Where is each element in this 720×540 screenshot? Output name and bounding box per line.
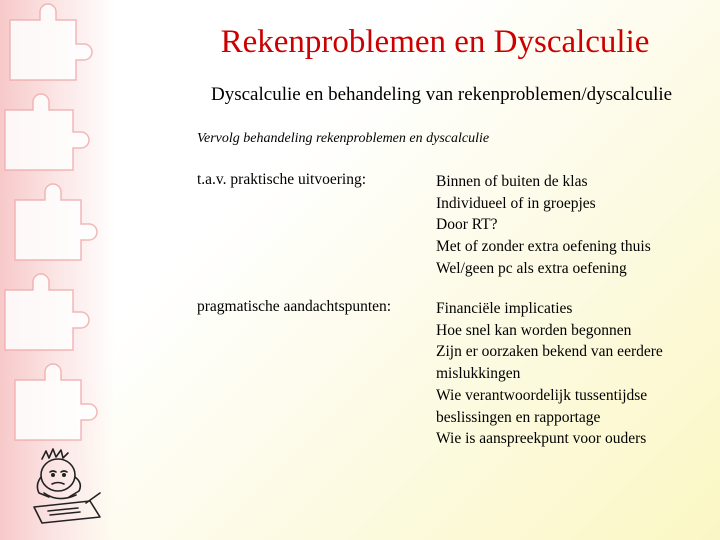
- row-label-practical: t.a.v. praktische uitvoering:: [197, 171, 367, 188]
- row-values-practical: [436, 171, 651, 280]
- row-values-pragmatic: [436, 298, 663, 450]
- list-item: Met of zonder extra oefening thuis: [436, 238, 651, 256]
- list-item: Door RT?: [436, 216, 498, 234]
- list-item: Wie verantwoordelijk tussentijdse: [436, 386, 648, 404]
- list-item: Hoe snel kan worden begonnen: [436, 321, 632, 339]
- page-title: Rekenproblemen en Dyscalculie: [220, 24, 650, 60]
- child-illustration-icon: [20, 445, 110, 530]
- list-item: Individueel of in groepjes: [436, 194, 596, 212]
- list-item: Binnen of buiten de klas: [436, 173, 588, 190]
- list-item: mislukkingen: [436, 365, 521, 383]
- subtitle: Dyscalculie en behandeling van rekenproblemen/dyscalculie: [211, 84, 673, 105]
- list-item: beslissingen en rapportage: [436, 408, 601, 426]
- list-item: Wel/geen pc als extra oefening: [436, 259, 627, 277]
- section-title: Vervolg behandeling rekenproblemen en dyscalculie: [197, 131, 490, 146]
- list-item: Zijn er oorzaken bekend van eerdere: [436, 343, 663, 361]
- list-item: Wie is aanspreekpunt voor ouders: [436, 430, 647, 448]
- list-item: Financiële implicaties: [436, 300, 573, 317]
- row-label-pragmatic: pragmatische aandachtspunten:: [197, 298, 392, 315]
